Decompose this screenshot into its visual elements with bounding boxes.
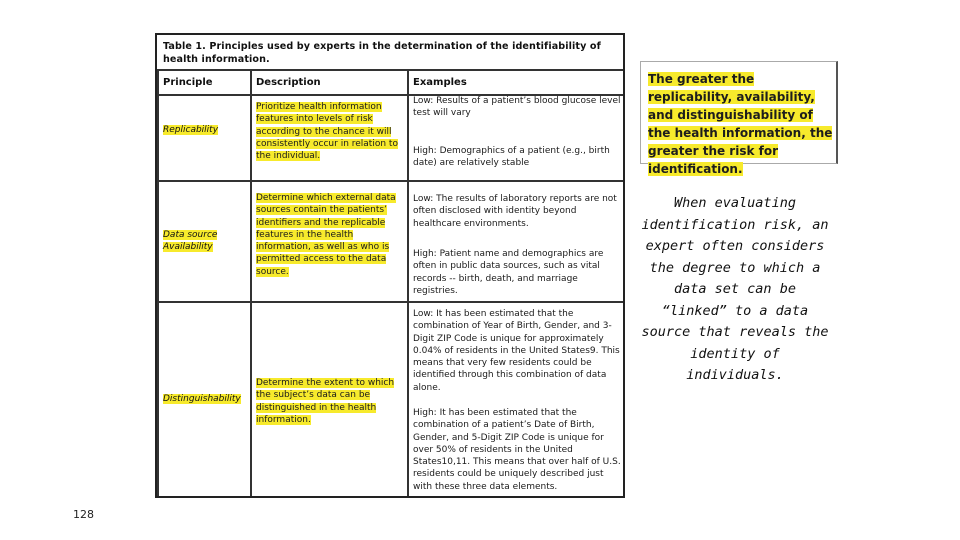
risk-callout: [640, 61, 838, 176]
example-distinguishability-low: Low: It has been estimated that the combination of Year of Birth, Gender, and 3-Digit ZIP Code is unique for approximately 0.04% of residents in the United States9. This means that very few residents could be identified through this combination of data alone.: [413, 309, 620, 393]
slide-number: 128: [73, 508, 94, 521]
table-col-divider-1: [250, 71, 252, 496]
table-rule-row1: [157, 180, 623, 182]
table-col-left: [157, 71, 159, 496]
example-replicability-high: High: Demographics of a patient (e.g., birth date) are relatively stable: [413, 146, 610, 169]
principle-data-source-availability: Data source Availability: [163, 230, 218, 252]
principle-replicability: Replicability: [163, 125, 219, 135]
table-rule-top: [157, 69, 623, 71]
header-principle: Principle: [163, 77, 213, 88]
table-caption: Table 1. Principles used by experts in the determination of the identifiability of health information.: [163, 41, 601, 65]
principle-distinguishability: Distinguishability: [163, 394, 241, 404]
header-examples: Examples: [413, 77, 467, 88]
table-rule-row2: [157, 301, 623, 303]
example-replicability-low: Low: Results of a patient’s blood glucose level test will vary: [413, 96, 621, 119]
example-distinguishability-high: High: It has been estimated that the combination of a patient’s Date of Birth, Gender, and 5-Digit ZIP Code is unique for over 50% of residents in the United States10,11. This means that over half of U.S. residents could be uniquely described just with these three data elements.: [413, 408, 621, 492]
side-note: When evaluating identification risk, an expert often considers the degree to which a data set can be “linked” to a data source that reveals the identity of individuals.: [641, 195, 829, 383]
description-distinguishability: Determine the extent to which the subject’s data can be distinguished in the health information.: [256, 378, 395, 425]
header-description: Description: [256, 77, 321, 88]
table-col-divider-2: [407, 71, 409, 496]
example-availability-high: High: Patient name and demographics are often in public data sources, such as vital records -- birth, death, and marriage registries.: [413, 249, 604, 296]
description-replicability: Prioritize health information features into levels of risk according to the chance it will consistently occur in relation to the individual.: [256, 102, 398, 162]
principles-table: [155, 33, 625, 498]
callout-text: The greater the replicability, availability, and distinguishability of the health information, the greater the risk for identification.: [648, 72, 833, 176]
example-availability-low: Low: The results of laboratory reports are not often disclosed with identity beyond healthcare environments.: [413, 194, 617, 229]
description-data-source-availability: Determine which external data sources contain the patients’ identifiers and the replicable features in the health information, as well as who is permitted access to the data source.: [256, 193, 396, 277]
